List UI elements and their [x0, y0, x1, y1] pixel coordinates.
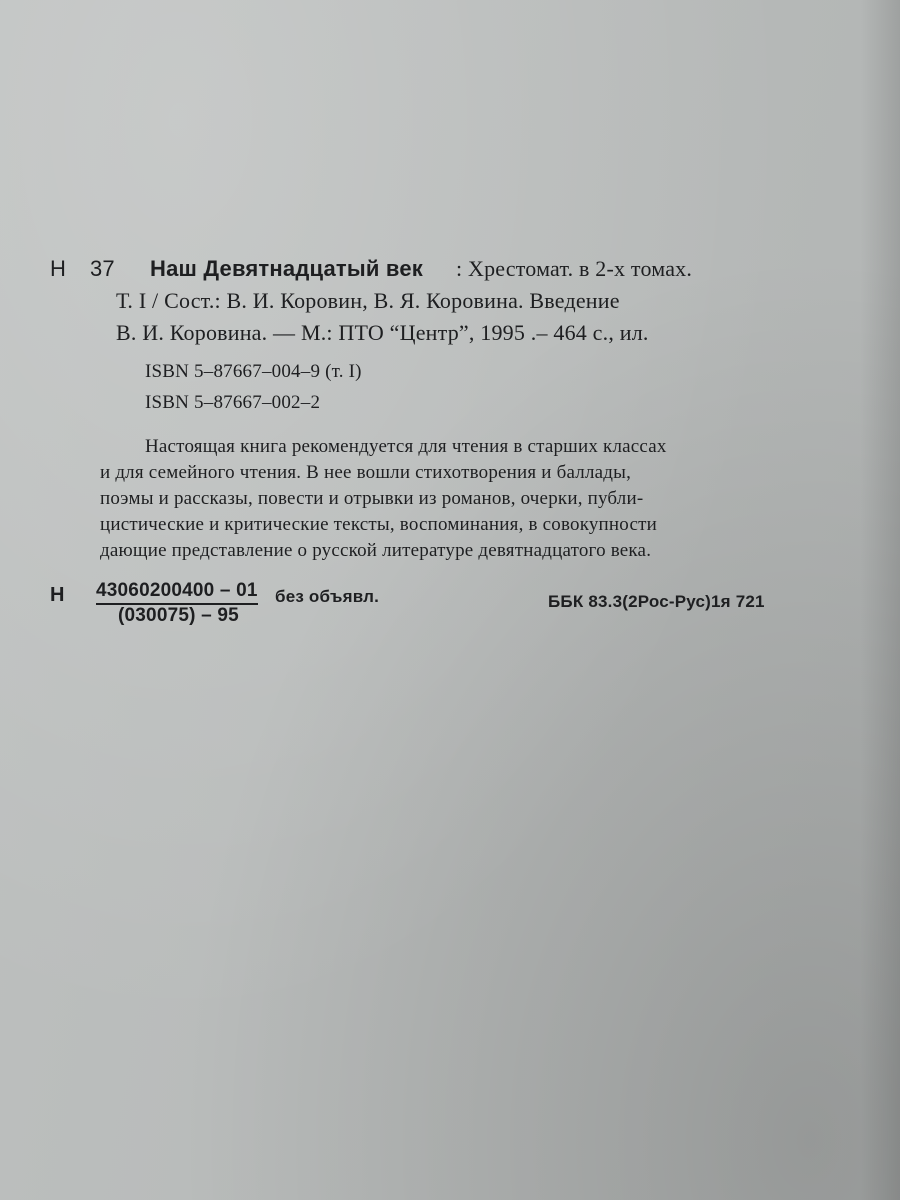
annotation-line: цистические и критические тексты, воспоминания, в совокупности [100, 514, 657, 535]
code-letter: Н [50, 584, 65, 606]
page-shadow [860, 0, 900, 1200]
catalog-index-number: 37 [90, 256, 115, 281]
publishing-code-numerator: 43060200400 – 01 [96, 581, 258, 605]
annotation-line: поэмы и рассказы, повести и отрывки из романов, очерки, публи- [100, 488, 644, 509]
annotation-line: дающие представление о русской литературе девятнадцатого века. [100, 540, 652, 561]
isbn-line: ISBN 5–87667–004–9 (т. I) [145, 361, 362, 382]
publishing-code-denominator: (030075) – 95 [118, 605, 239, 626]
annotation-line: и для семейного чтения. В нее вошли стихотворения и баллады, [100, 462, 632, 483]
bbk-classification: ББК 83.3(2Рос-Рус)1я 721 [548, 592, 765, 611]
book-title-suffix: : Хрестомат. в 2-х томах. [456, 256, 693, 281]
bibliographic-line: Т. I / Сост.: В. И. Коровин, В. Я. Коровина. Введение [116, 288, 620, 313]
catalog-index-letter: Н [50, 256, 67, 281]
book-title: Наш Девятнадцатый век [150, 256, 423, 281]
no-ads-note: без объявл. [275, 587, 380, 606]
isbn-line: ISBN 5–87667–002–2 [145, 392, 321, 413]
bibliographic-line: В. И. Коровина. — М.: ПТО “Центр”, 1995 .– 464 с., ил. [116, 320, 649, 345]
annotation-line: Настоящая книга рекомендуется для чтения в старших классах [145, 436, 667, 457]
